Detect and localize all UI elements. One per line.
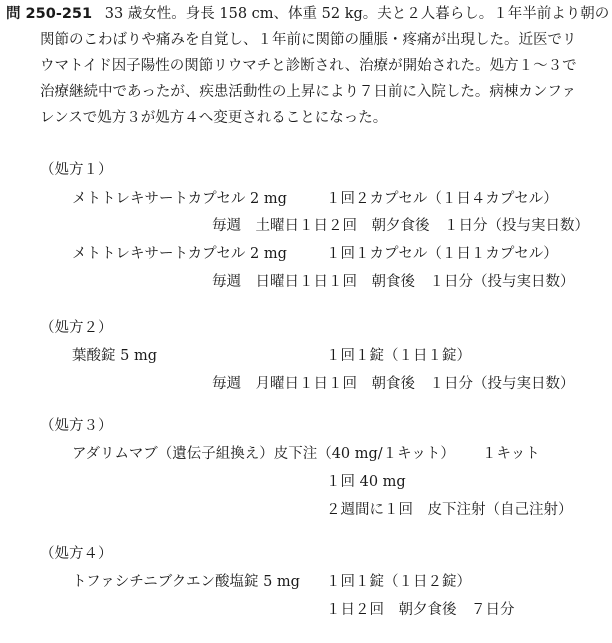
prescription-4-drug-1: トファシチニブクエン酸塩錠 5 mg xyxy=(72,574,300,590)
prescription-1-drug-2: メトトレキサートカプセル 2 mg xyxy=(72,246,287,262)
prescription-2-schedule-1: 毎週 月曜日１日１回 朝食後 １日分（投与実日数） xyxy=(212,376,575,392)
question-number: 問 250-251 xyxy=(6,6,93,22)
prescription-4-heading: （処方４） xyxy=(40,546,113,562)
prescription-4-dose-1: １回１錠（１日２錠） xyxy=(326,574,471,590)
prescription-1-heading: （処方１） xyxy=(40,162,113,178)
question-text-line-1: 33 歳女性。身長 158 cm、体重 52 kg。夫と２人暮らし。１年半前より朝の xyxy=(104,6,610,22)
prescription-2-heading: （処方２） xyxy=(40,320,113,336)
prescription-2-dose-1: １回１錠（１日１錠） xyxy=(326,348,471,364)
prescription-3-dose-1: １回 40 mg xyxy=(326,474,406,490)
prescription-3-qty-1: １キット xyxy=(482,446,540,462)
prescription-1-schedule-2: 毎週 日曜日１日１回 朝食後 １日分（投与実日数） xyxy=(212,274,575,290)
question-line-1 xyxy=(6,4,609,24)
prescription-1-dose-2: １回１カプセル（１日１カプセル） xyxy=(326,246,558,262)
prescription-3-heading: （処方３） xyxy=(40,418,113,434)
question-text-line-5: レンスで処方３が処方４へ変更されることになった。 xyxy=(40,110,388,126)
prescription-1-schedule-1: 毎週 土曜日１日２回 朝夕食後 １日分（投与実日数） xyxy=(212,218,589,234)
question-text-line-4: 治療継続中であったが、疾患活動性の上昇により７日前に入院した。病棟カンファ xyxy=(40,84,577,100)
prescription-1-drug-1: メトトレキサートカプセル 2 mg xyxy=(72,191,287,207)
prescription-2-drug-1: 葉酸錠 5 mg xyxy=(72,348,157,364)
prescription-3-schedule-1: ２週間に１回 皮下注射（自己注射） xyxy=(326,502,573,518)
prescription-3-drug-1: アダリムマブ（遺伝子組換え）皮下注（40 mg/１キット） xyxy=(72,446,455,462)
prescription-4-schedule-1: １日２回 朝夕食後 ７日分 xyxy=(326,602,515,618)
question-text-line-3: ウマトイド因子陽性の関節リウマチと診断され、治療が開始された。処方１～３で xyxy=(40,58,577,74)
prescription-1-dose-1: １回２カプセル（１日４カプセル） xyxy=(326,191,558,207)
question-text-line-2: 関節のこわばりや痛みを自覚し、１年前に関節の腫脹・疼痛が出現した。近医でリ xyxy=(40,32,577,48)
